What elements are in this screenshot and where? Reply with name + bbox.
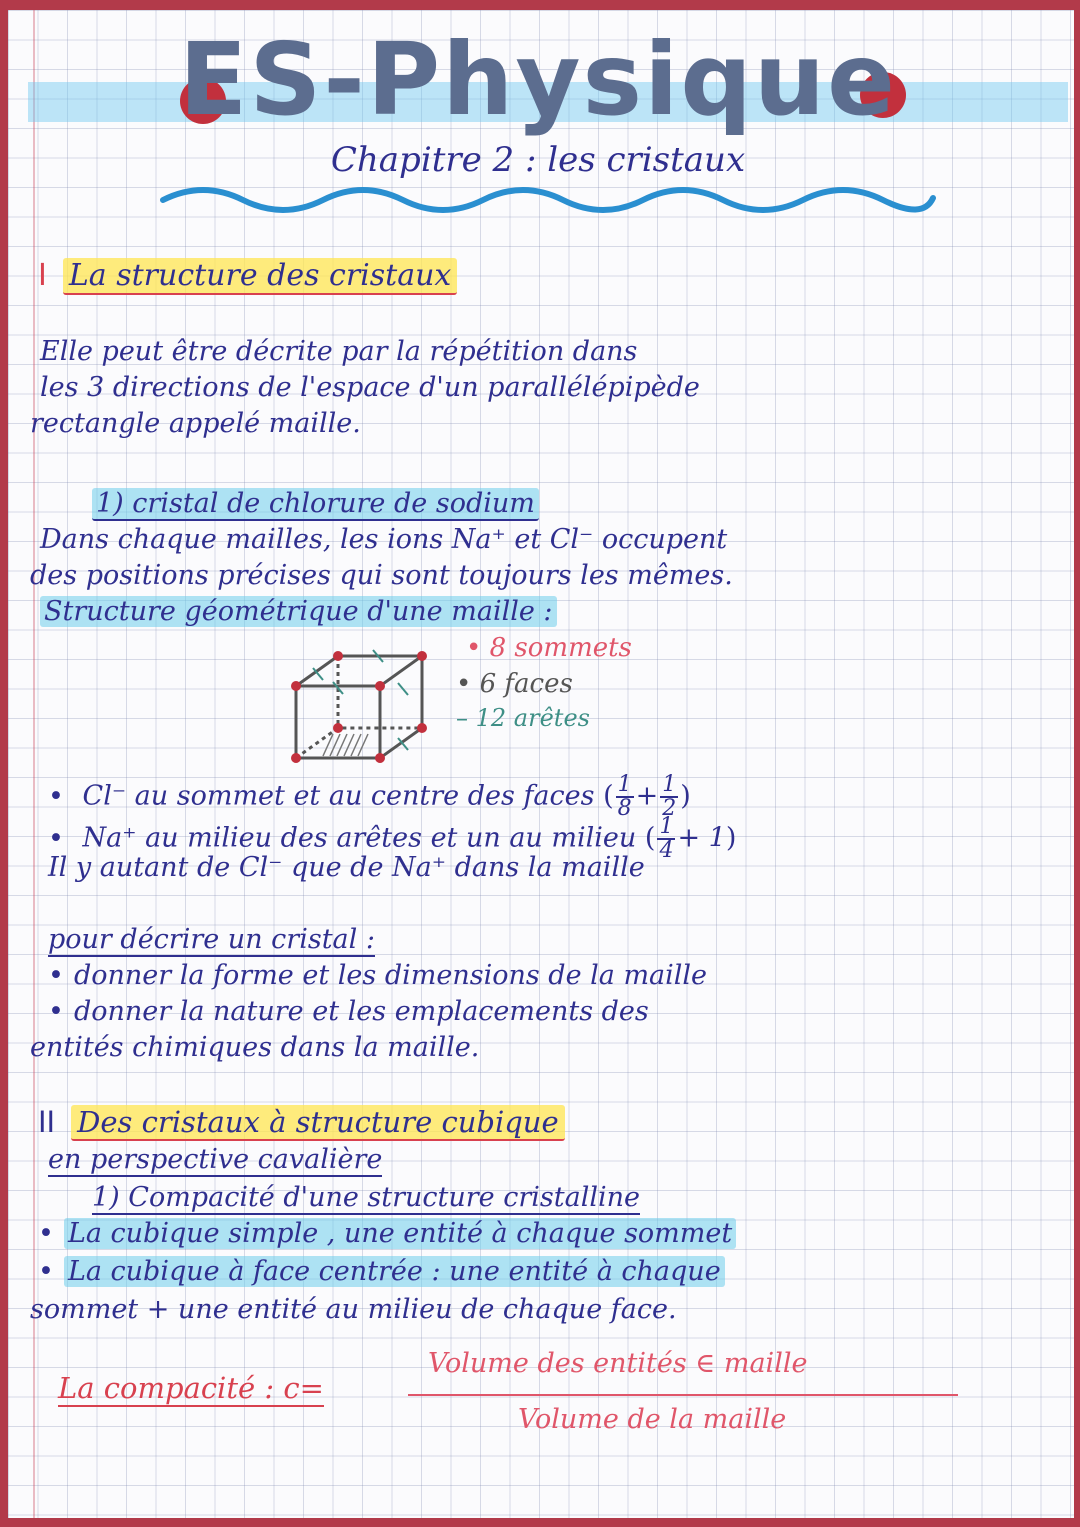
section2-subtitle: en perspective cavalière <box>48 1144 383 1175</box>
cube-label-faces: • 6 faces <box>456 669 573 699</box>
sodium-line-3 <box>40 594 557 630</box>
section1-number: I <box>38 258 47 293</box>
fraction-one-half: $\frac{1}{2}$ <box>662 772 677 821</box>
fraction-one-eighth: $\frac{1}{8}$ <box>617 772 632 821</box>
sodium-line-1: Dans chaque mailles, les ions Na⁺ et Cl⁻ occupent <box>40 524 728 555</box>
chloride-position-line: • Cl⁻ au sommet et au centre des faces ( $\frac{1}{8}$ + $\frac{1}{2}$ ) <box>48 774 691 820</box>
fraction-one-quarter: $\frac{1}{4}$ <box>659 814 674 863</box>
fraction-bar <box>408 1394 958 1396</box>
page-title: ES-Physique <box>179 21 897 138</box>
section2-number: II <box>38 1105 56 1139</box>
compactness-title: 1) Compacité d'une structure cristalline <box>92 1182 640 1213</box>
notebook-page <box>8 10 1074 1518</box>
fcc-item-cont: sommet + une entité au milieu de chaque face. <box>30 1294 677 1325</box>
subsection1-title <box>92 486 539 522</box>
subsection1-title-text: 1) cristal de chlorure de sodium <box>92 488 539 521</box>
describe-item-2: • donner la nature et les emplacements des <box>48 994 649 1030</box>
section1-title: La structure des cristaux <box>63 258 457 295</box>
section1-heading <box>38 258 457 294</box>
section2-heading <box>38 1104 565 1140</box>
fcc-item: • La cubique à face centrée : une entité à chaque <box>38 1254 725 1290</box>
intro-line-1: Elle peut être décrite par la répétition dans <box>40 336 638 367</box>
describe-item-1: • donner la forme et les dimensions de la maille <box>48 958 707 994</box>
sodium-line-2: des positions précises qui sont toujours les mêmes. <box>30 560 733 591</box>
equal-ions-line: Il y autant de Cl⁻ que de Na⁺ dans la maille <box>48 852 645 883</box>
section2-title: Des cristaux à structure cubique <box>71 1105 565 1141</box>
chapter-subtitle: Chapitre 2 : les cristaux <box>330 140 746 180</box>
intro-line-2: les 3 directions de l'espace d'un parallélépipède <box>40 372 700 403</box>
describe-item-2-cont: entités chimiques dans la maille. <box>30 1032 480 1063</box>
structure-label: Structure géométrique d'une maille : <box>40 596 557 627</box>
describe-crystal-title: pour décrire un cristal : <box>48 924 375 955</box>
compactness-formula-label: La compacité : c= <box>58 1371 324 1405</box>
cube-label-aretes: – 12 arêtes <box>456 704 590 732</box>
simple-cubic-item: • La cubique simple , une entité à chaque sommet <box>38 1216 736 1252</box>
wavy-underline <box>158 180 938 220</box>
intro-line-3: rectangle appelé maille. <box>30 408 361 439</box>
cube-label-sommets: • 8 sommets <box>466 633 632 663</box>
formula-numerator: Volume des entités ∈ maille <box>428 1348 808 1379</box>
sodium-position-line: • Na⁺ au milieu des arêtes et un au milieu ( $\frac{1}{4}$ + 1) <box>48 816 736 862</box>
cube-diagram <box>278 638 448 768</box>
formula-denominator: Volume de la maille <box>518 1404 787 1435</box>
